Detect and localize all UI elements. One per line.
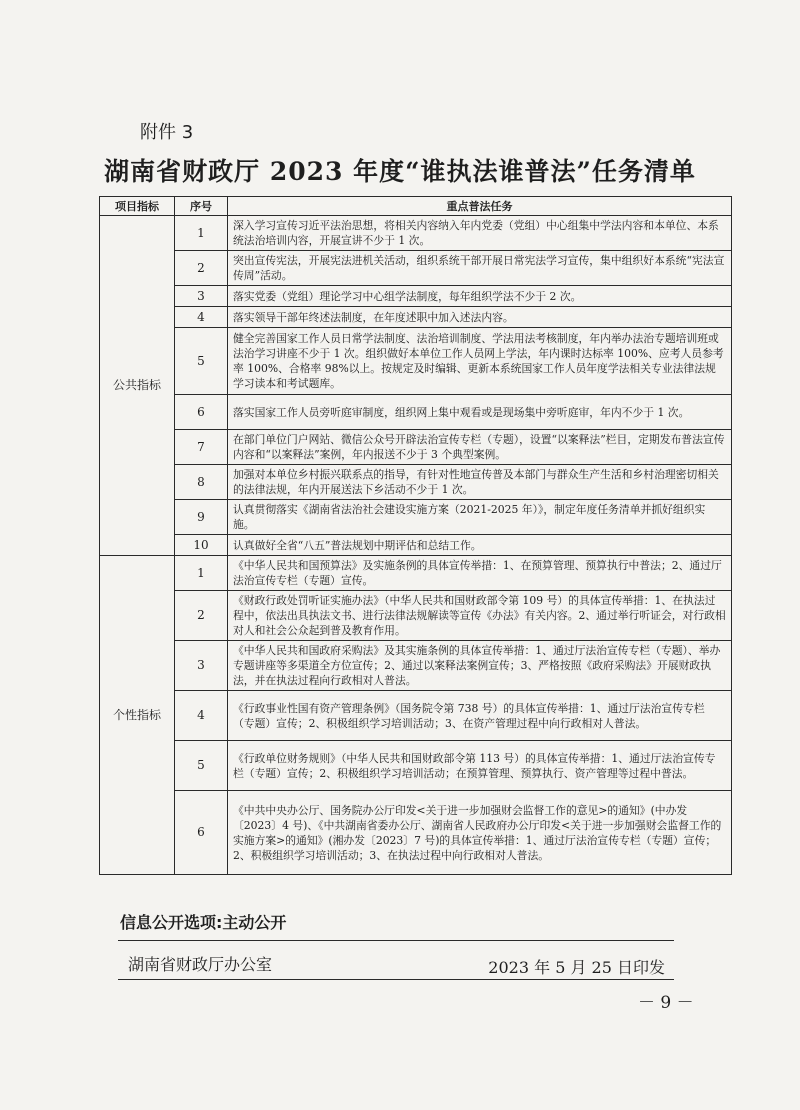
row-number: 5 <box>175 328 228 395</box>
row-number: 6 <box>175 395 228 430</box>
table-row <box>100 307 732 328</box>
task-cell: 《财政行政处罚听证实施办法》（中华人民共和国财政部令第 109 号）的具体宣传举措：1、在执法过程中，依法出具执法文书、进行法律法规解读等宣传《办法》有关内容。2、通过举行听证会，对行政相对人和社会公众起到普及教育作用。 <box>228 591 732 641</box>
footer-bottom-rule <box>118 979 674 980</box>
table-row <box>100 286 732 307</box>
table-row <box>100 500 732 535</box>
issuing-office: 湖南省财政厅办公室 <box>128 955 273 974</box>
table-row <box>100 328 732 395</box>
task-cell: 深入学习宣传习近平法治思想，将相关内容纳入年内党委（党组）中心组集中学法内容和本单位、本系统法治培训内容，开展宣讲不少于 1 次。 <box>228 216 732 251</box>
table-header-row <box>100 197 732 216</box>
table-row <box>100 465 732 500</box>
row-number: 9 <box>175 500 228 535</box>
row-number: 4 <box>175 307 228 328</box>
row-number: 5 <box>175 741 228 791</box>
category-cell-public: 公共指标 <box>100 216 175 556</box>
task-cell: 健全完善国家工作人员日常学法制度、法治培训制度、学法用法考核制度，年内举办法治专题培训班或法治学习讲座不少于 1 次。组织做好本单位工作人员网上学法，年内课时达标率 100%、应考人员参考率 100%、合格率 98%以上。按规定及时编辑、更新本系统国家工作人员年度学法相关专业法律法规学习读本和考试题库。 <box>228 328 732 395</box>
task-cell: 《中华人民共和国预算法》及实施条例的具体宣传举措：1、在预算管理、预算执行中普法；2、通过厅法治宣传专栏（专题）宣传。 <box>228 556 732 591</box>
task-cell: 在部门单位门户网站、微信公众号开辟法治宣传专栏（专题），设置“以案释法”栏目，定期发布普法宣传内容和“以案释法”案例，年内报送不少于 3 个典型案例。 <box>228 430 732 465</box>
table-row <box>100 395 732 430</box>
table-row <box>100 641 732 691</box>
row-number: 6 <box>175 791 228 875</box>
issue-date: 2023 年 5 月 25 日印发 <box>488 958 665 977</box>
task-cell: 《中华人民共和国政府采购法》及其实施条例的具体宣传举措：1、通过厅法治宣传专栏（专题）、举办专题讲座等多渠道全方位宣传；2、通过以案释法案例宣传；3、严格按照《政府采购法》开展财政执法，并在执法过程向行政相对人普法。 <box>228 641 732 691</box>
row-number: 1 <box>175 216 228 251</box>
table-row <box>100 535 732 556</box>
row-number: 4 <box>175 691 228 741</box>
row-number: 7 <box>175 430 228 465</box>
task-cell: 加强对本单位乡村振兴联系点的指导，有针对性地宣传普及本部门与群众生产生活和乡村治理密切相关的法律法规，年内开展送法下乡活动不少于 1 次。 <box>228 465 732 500</box>
header-category: 项目指标 <box>100 197 175 216</box>
attachment-label: 附件 3 <box>140 122 194 143</box>
task-cell: 落实领导干部年终述法制度，在年度述职中加入述法内容。 <box>228 307 732 328</box>
header-task: 重点普法任务 <box>228 197 732 216</box>
row-number: 2 <box>175 591 228 641</box>
row-number: 10 <box>175 535 228 556</box>
table-row <box>100 591 732 641</box>
task-table <box>99 196 732 875</box>
task-cell: 落实国家工作人员旁听庭审制度，组织网上集中观看或是现场集中旁听庭审，年内不少于 1 次。 <box>228 395 732 430</box>
task-cell: 认真做好全省“八五”普法规划中期评估和总结工作。 <box>228 535 732 556</box>
table-row <box>100 251 732 286</box>
task-cell: 《行政事业性国有资产管理条例》（国务院令第 738 号）的具体宣传举措：1、通过厅法治宣传专栏（专题）宣传；2、积极组织学习培训活动；3、在资产管理过程中向行政相对人普法。 <box>228 691 732 741</box>
task-cell: 《中共中央办公厅、国务院办公厅印发<关于进一步加强财会监督工作的意见>的通知》(中办发〔2023〕4 号)、《中共湖南省委办公厅、湖南省人民政府办公厅印发<关于进一步加强财会监督工作的实施方案>的通知》(湘办发〔2023〕7 号)的具体宣传举措：1、通过厅法治宣传专栏（专题）宣传；2、积极组织学习培训活动；3、在执法过程中向行政相对人普法。 <box>228 791 732 875</box>
table-row <box>100 216 732 251</box>
document-title: 湖南省财政厅 2023 年度“谁执法谁普法”任务清单 <box>104 157 696 186</box>
table-row <box>100 791 732 875</box>
footer-top-rule <box>118 940 674 941</box>
row-number: 1 <box>175 556 228 591</box>
table-row <box>100 430 732 465</box>
row-number: 8 <box>175 465 228 500</box>
row-number: 3 <box>175 641 228 691</box>
table-row <box>100 556 732 591</box>
table-row <box>100 691 732 741</box>
category-cell-specific: 个性指标 <box>100 556 175 875</box>
task-cell: 突出宣传宪法，开展宪法进机关活动，组织系统干部开展日常宪法学习宣传，集中组织好本系统“宪法宣传周”活动。 <box>228 251 732 286</box>
header-number: 序号 <box>175 197 228 216</box>
task-cell: 《行政单位财务规则》（中华人民共和国财政部令第 113 号）的具体宣传举措：1、通过厅法治宣传专栏（专题）宣传；2、积极组织学习培训活动；在预算管理、预算执行、资产管理等过程中普法。 <box>228 741 732 791</box>
disclosure-label: 信息公开选项:主动公开 <box>120 913 287 932</box>
table-row <box>100 741 732 791</box>
row-number: 3 <box>175 286 228 307</box>
row-number: 2 <box>175 251 228 286</box>
task-cell: 落实党委（党组）理论学习中心组学法制度，每年组织学法不少于 2 次。 <box>228 286 732 307</box>
task-cell: 认真贯彻落实《湖南省法治社会建设实施方案（2021-2025 年）》，制定年度任务清单并抓好组织实施。 <box>228 500 732 535</box>
page-number: － 9 － <box>638 993 694 1013</box>
